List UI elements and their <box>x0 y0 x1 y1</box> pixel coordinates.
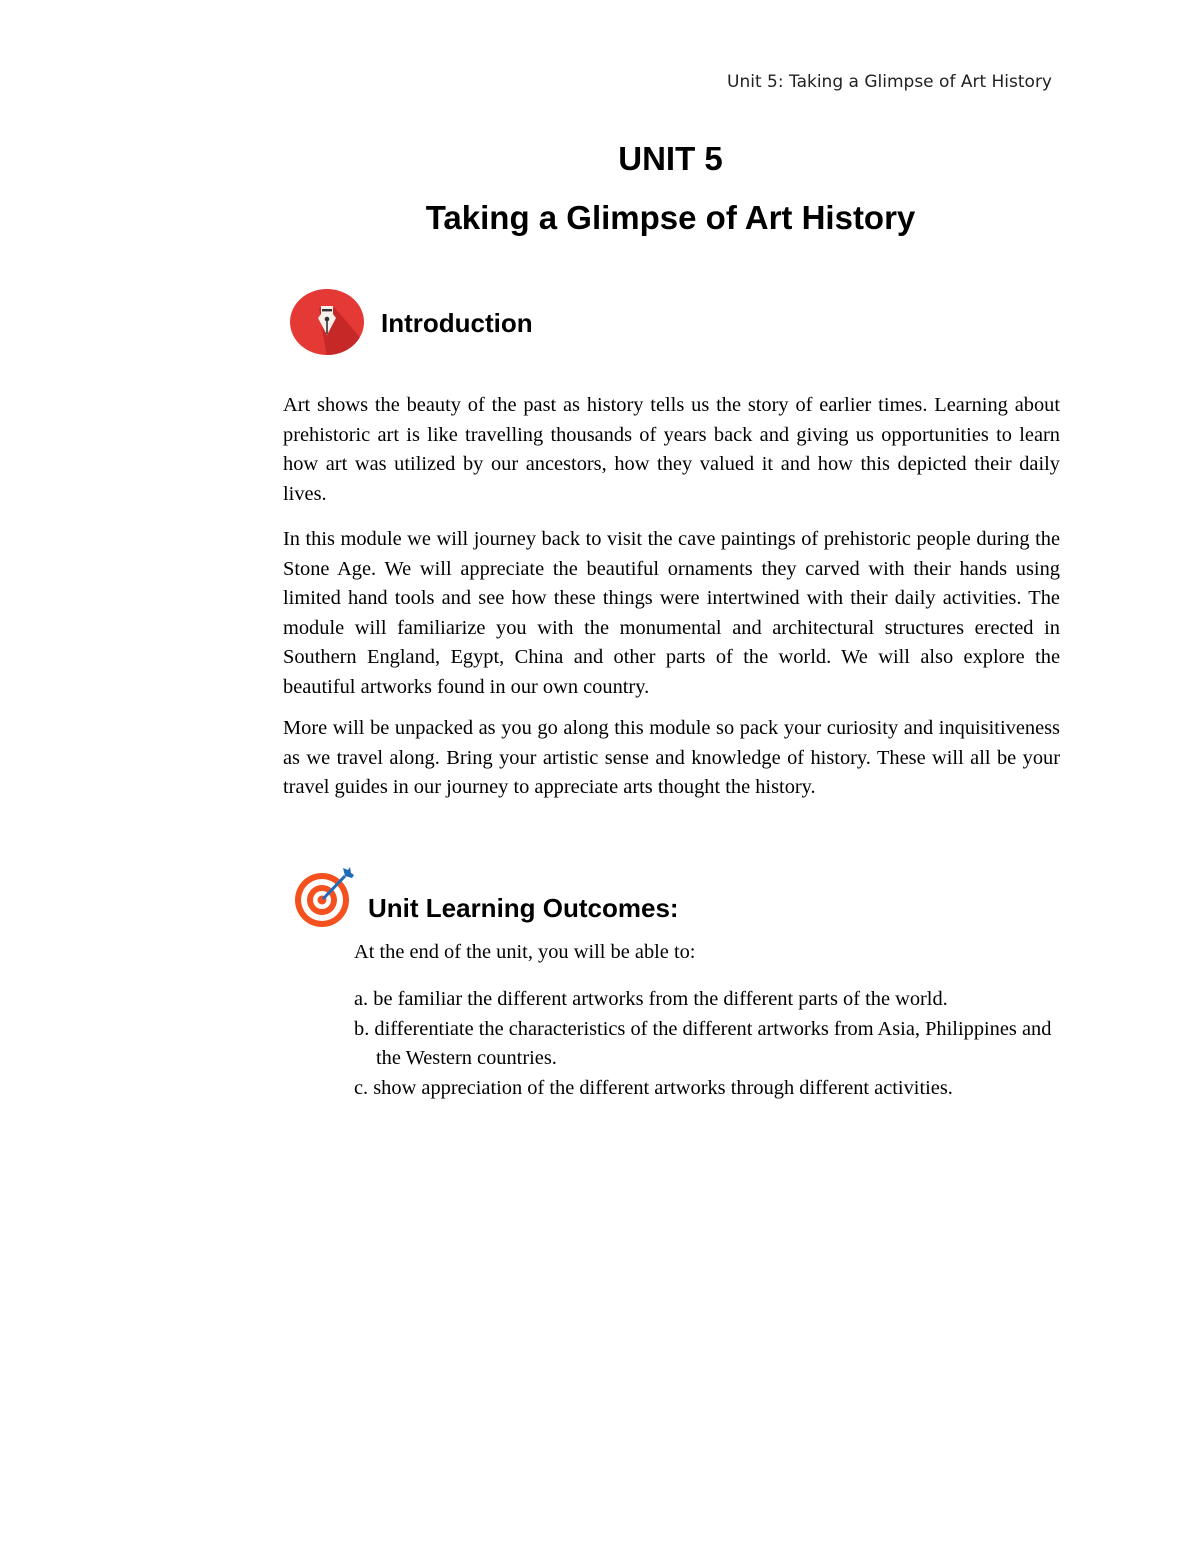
running-header: Unit 5: Taking a Glimpse of Art History <box>727 72 1052 92</box>
unit-title: Taking a Glimpse of Art History <box>425 199 916 236</box>
outcomes-intro: At the end of the unit, you will be able to: <box>354 941 696 963</box>
intro-paragraph-3: More will be unpacked as you go along this module so pack your curiosity and inquisitiveness as we travel along. Bring your artistic sense and knowledge of history. These will all be your travel guides in our journey to appreciate arts thought the history. <box>283 717 1060 798</box>
intro-paragraph-1: Art shows the beauty of the past as history tells us the story of earlier times. Learning about prehistoric art is like travelling thousands of years back and giving us opportunities to learn how art was utilized by our ancestors, how they valued it and how this depicted their daily lives. <box>283 394 1060 505</box>
unit-number: UNIT 5 <box>618 140 723 177</box>
introduction-heading: Introduction <box>381 308 533 338</box>
outcome-item-b: b. differentiate the characteristics of the different artworks from Asia, Philippines and the Western countries. <box>354 1017 1052 1069</box>
outcome-item-a: a. be familiar the different artworks from the different parts of the world. <box>354 988 948 1010</box>
outcomes-list <box>354 985 1074 1103</box>
target-icon <box>292 866 356 928</box>
outcomes-heading: Unit Learning Outcomes: <box>368 893 679 923</box>
intro-paragraph-2: In this module we will journey back to visit the cave paintings of prehistoric people during the Stone Age. We will appreciate the beautiful ornaments they carved with their hands using limited hand tools and see how these things were intertwined with their daily activities. The module will familiarize you with the monumental and architectural structures erected in Southern England, Egypt, China and other parts of the world. We will also explore the beautiful artworks found in our own country. <box>283 528 1060 698</box>
fountain-pen-icon <box>289 288 365 356</box>
outcome-item-c: c. show appreciation of the different artworks through different activities. <box>354 1076 953 1099</box>
